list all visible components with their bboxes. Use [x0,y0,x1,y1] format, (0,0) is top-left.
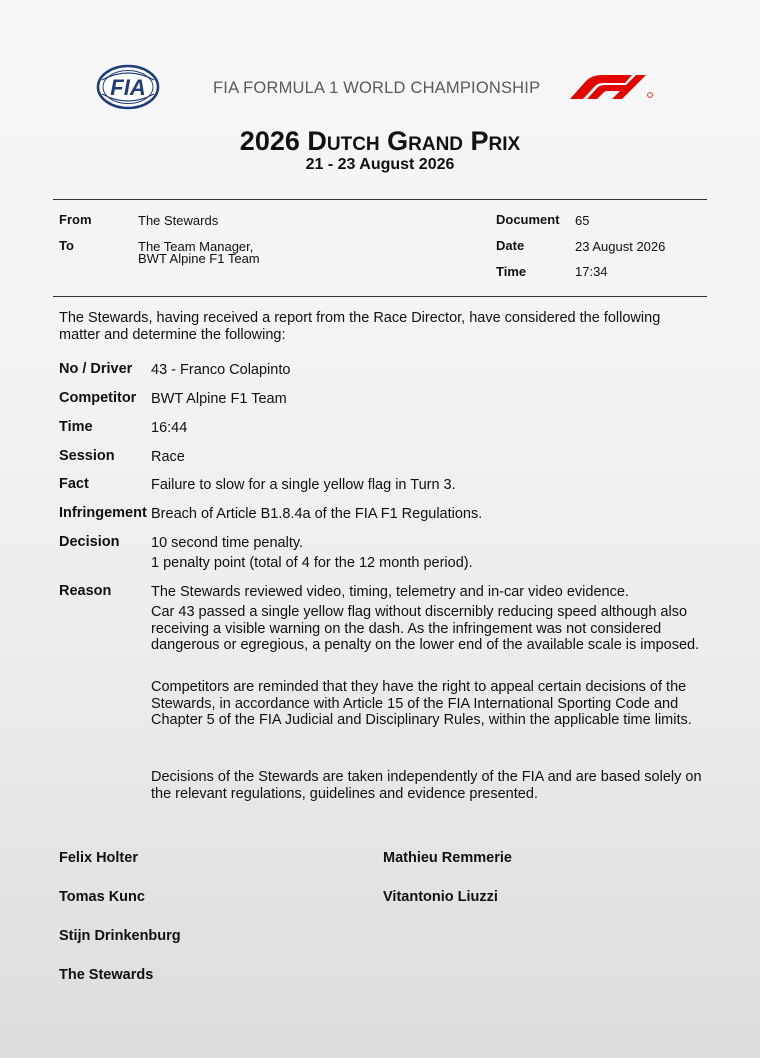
fia-logo [96,64,160,110]
session-value: Race [151,449,185,465]
fia-logo-text: FIA [110,75,146,100]
from-value: The Stewards [138,213,219,228]
competitor-label: Competitor [59,390,137,406]
reason-label: Reason [59,583,112,599]
appeal-notice: Competitors are reminded that they have the right to appeal certain decisions of the Stewards, in accordance with Article 15 of the FIA International Sporting Code and Chapter 5 of the FIA Judicial and Disciplinary Rules, within the applicable time limits. [151,679,692,728]
signature-caption: The Stewards [59,967,154,983]
fact-value: Failure to slow for a single yellow flag in Turn 3. [151,477,456,493]
fact-label: Fact [59,476,89,492]
time-field-label: Time [59,419,93,435]
driver-value: 43 - Franco Colapinto [151,362,291,378]
intro-text: The Stewards, having received a report from the Race Director, have considered the following matter and determine the following: [59,310,661,343]
header-title: FIA FORMULA 1 WORLD CHAMPIONSHIP [213,79,541,97]
reason-paragraph: Car 43 passed a single yellow flag without discernibly reducing speed although also receiving a visible warning on the dash. As the infringement was not considered dangerous or egregious, a penalty on the lower end of the available scale is imposed. [151,604,700,653]
steward-name: Vitantonio Liuzzi [383,889,498,905]
divider-bottom [53,296,707,297]
steward-name: Stijn Drinkenburg [59,928,181,944]
f1-logo [570,74,662,99]
reason-line1: The Stewards reviewed video, timing, telemetry and in-car video evidence. [151,584,629,600]
steward-name: Felix Holter [59,850,138,866]
decision-label: Decision [59,534,120,550]
document-label: Document [496,212,560,227]
document-value: 65 [575,213,590,228]
from-label: From [59,212,92,227]
date-label: Date [496,238,525,253]
event-dates: 21 - 23 August 2026 [305,156,455,173]
steward-name: Mathieu Remmerie [383,850,512,866]
to-label: To [59,238,74,253]
infringement-label: Infringement [59,505,147,521]
infringement-value: Breach of Article B1.8.4a of the FIA F1 Regulations. [151,506,483,522]
session-label: Session [59,448,115,464]
divider-top [53,199,707,200]
time-label: Time [496,264,527,279]
to-value-line1: The Team Manager, [138,239,254,254]
driver-label: No / Driver [59,361,133,377]
decision-line1: 10 second time penalty. [151,535,304,551]
date-value: 23 August 2026 [575,239,666,254]
competitor-value: BWT Alpine F1 Team [151,391,287,407]
decision-line2: 1 penalty point (total of 4 for the 12 month period). [151,555,473,571]
event-title: 2026 Dutch Grand Prix [239,126,521,156]
independence-notice: Decisions of the Stewards are taken independently of the FIA and are based solely on the relevant regulations, guidelines and evidence presented. [151,769,702,802]
to-value-line2: BWT Alpine F1 Team [138,251,260,266]
steward-name: Tomas Kunc [59,889,145,905]
time-value: 17:34 [575,264,608,279]
time-field-value: 16:44 [151,420,188,436]
